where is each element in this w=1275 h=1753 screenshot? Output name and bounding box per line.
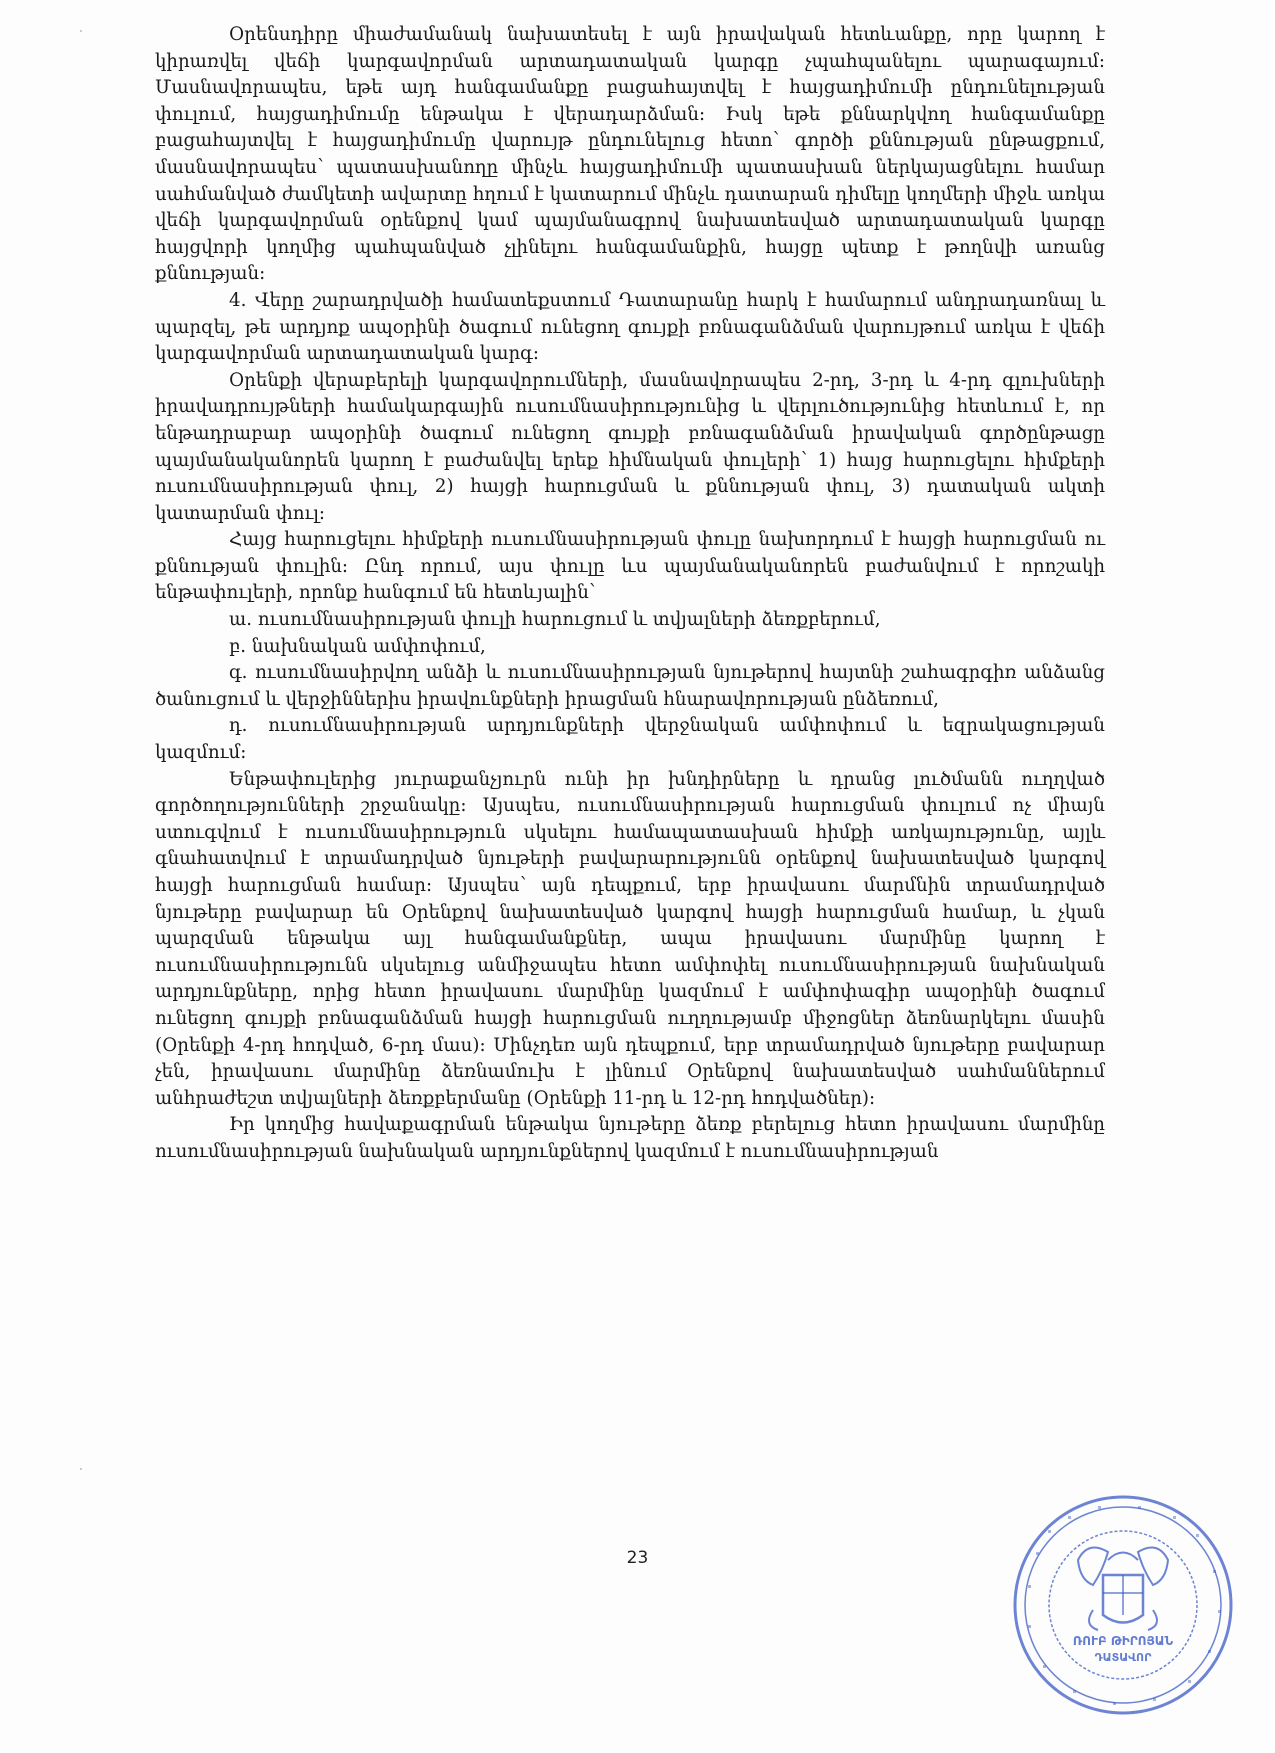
page-number: 23 <box>626 1548 649 1568</box>
paragraph: Օրենսդիրը միաժամանակ նախատեսել է այն իրավական հետևանքը, որը կարող է կիրառվել վեճի կարգավորման արտադատական կարգը չպահպանելու պարագայում: Մասնավորապես, եթե այդ հանգամանքը բացահայտվել է հայցադիմումի ընդունելության փուլում, հայցադիմումը ենթակա է վերադարձման: Իսկ եթե քննարկվող հանգամանքը բացահայտվել է հայցադիմումը վարույթ ընդունելուց հետո՝ գործի քննության ընթացքում, մասնավորապես՝ պատասխանողը մինչև հայցադիմումի պատասխան ներկայացնելու համար սահմանված ժամկետի ավարտը հղում է կատարում մինչև դատարան դիմելը կողմերի միջև առկա վեճի կարգավորման օրենքով կամ պայմանագրով նախատեսված արտադատական կարգը հայցվորի կողմից պահպանված չլինելու հանգամանքին, հայցը պետք է թողնվի առանց քննության: <box>155 24 1105 285</box>
stamp-title: ԴԱՏԱՎՈՐ <box>1094 1651 1152 1664</box>
official-stamp-icon <box>1008 1490 1238 1720</box>
list-item: ա. ուսումնասիրության փուլի հարուցում և տվյալների ձեռքբերում, <box>229 609 881 631</box>
list-item: դ. ուսումնասիրության արդյունքների վերջնական ամփոփում և եզրակացության կազմում: <box>155 715 1105 764</box>
paragraph: 4. Վերը շարադրվածի համատեքստում Դատարանը հարկ է համարում անդրադառնալ և պարզել, թե արդյոք ապօրինի ծագում ունեցող գույքի բռնագանձման վարույթում առկա է վեճի կարգավորման արտադատական կարգ: <box>155 289 1105 365</box>
paragraph: Ենթափուլերից յուրաքանչյուրն ունի իր խնդիրները և դրանց լուծմանն ուղղված գործողությունների շրջանակը: Այսպես, ուսումնասիրության հարուցման փուլում ոչ միայն ստուգվում է ուսումնասիրություն սկսելու համապատասխան հիմքի առկայությունը, այլև գնահատվում է տրամադրված նյութերի բավարարությունն օրենքով նախատեսված կարգով հայցի հարուցման համար: Այսպես՝ այն դեպքում, երբ իրավասու մարմնին տրամադրված նյութերը բավարար են Օրենքով նախատեսված կարգով հայցի հարուցման համար, և չկան պարզման ենթակա այլ հանգամանքներ, ապա իրավասու մարմինը կարող է ուսումնասիրությունն սկսելուց անմիջապես հետո ամփոփել ուսումնասիրության նախնական արդյունքները, որից հետո իրավասու մարմինը կազմում է ամփոփագիր ապօրինի ծագում ունեցող գույքի բռնագանձման հայցի հարուցման ուղղությամբ միջոցներ ձեռնարկելու մասին (Օրենքի 4-րդ հոդված, 6-րդ մաս): Մինչդեռ այն դեպքում, երբ տրամադրված նյութերը բավարար չեն, իրավասու մարմինը ձեռնամուխ է լինում Օրենքով նախատեսված սահմաններում անհրաժեշտ տվյալների ձեռքբերմանը (Օրենքի 11-րդ և 12-րդ հոդվածներ): <box>155 768 1105 1109</box>
stamp-name: ՌՈՒԲ ԹԻՐՈՅԱՆ <box>1072 1634 1174 1648</box>
paragraph: Հայց հարուցելու հիմքերի ուսումնասիրության փուլը նախորդում է հայցի հարուցման ու քննության փուլին: Ընդ որում, այս փուլը ևս պայմանականորեն բաժանվում է որոշակի ենթափուլերի, որոնք հանգում են հետևյալին՝ <box>155 529 1105 604</box>
paragraph: Իր կողմից հավաքագրման ենթակա նյութերը ձեռք բերելուց հետո իրավասու մարմինը ուսումնասիրության նախնական արդյունքներով կազմում է ուսումնասիրության <box>155 1114 1105 1162</box>
scan-speck <box>80 1468 82 1470</box>
list-item: բ. նախնական ամփոփում, <box>229 635 486 657</box>
document-body <box>155 22 1105 1166</box>
scan-speck <box>80 30 82 32</box>
list-item: գ. ուսումնասիրվող անձի և ուսումնասիրության նյութերով հայտնի շահագրգիռ անձանց ծանուցում և վերջիններիս իրավունքների իրացման հնարավորության ընձեռում, <box>155 662 1105 710</box>
paragraph: Օրենքի վերաբերելի կարգավորումների, մասնավորապես 2-րդ, 3-րդ և 4-րդ գլուխների իրավադրույթների համակարգային ուսումնասիրությունից և վերլուծությունից հետևում է, որ ենթադրաբար ապօրինի ծագում ունեցող գույքի բռնագանձման իրավական գործընթացը պայմանականորեն կարող է բաժանվել երեք հիմնական փուլերի՝ 1) հայց հարուցելու հիմքերի ուսումնասիրության փուլ, 2) հայցի հարուցման և քննության փուլ, 3) դատական ակտի կատարման փուլ: <box>155 369 1105 524</box>
